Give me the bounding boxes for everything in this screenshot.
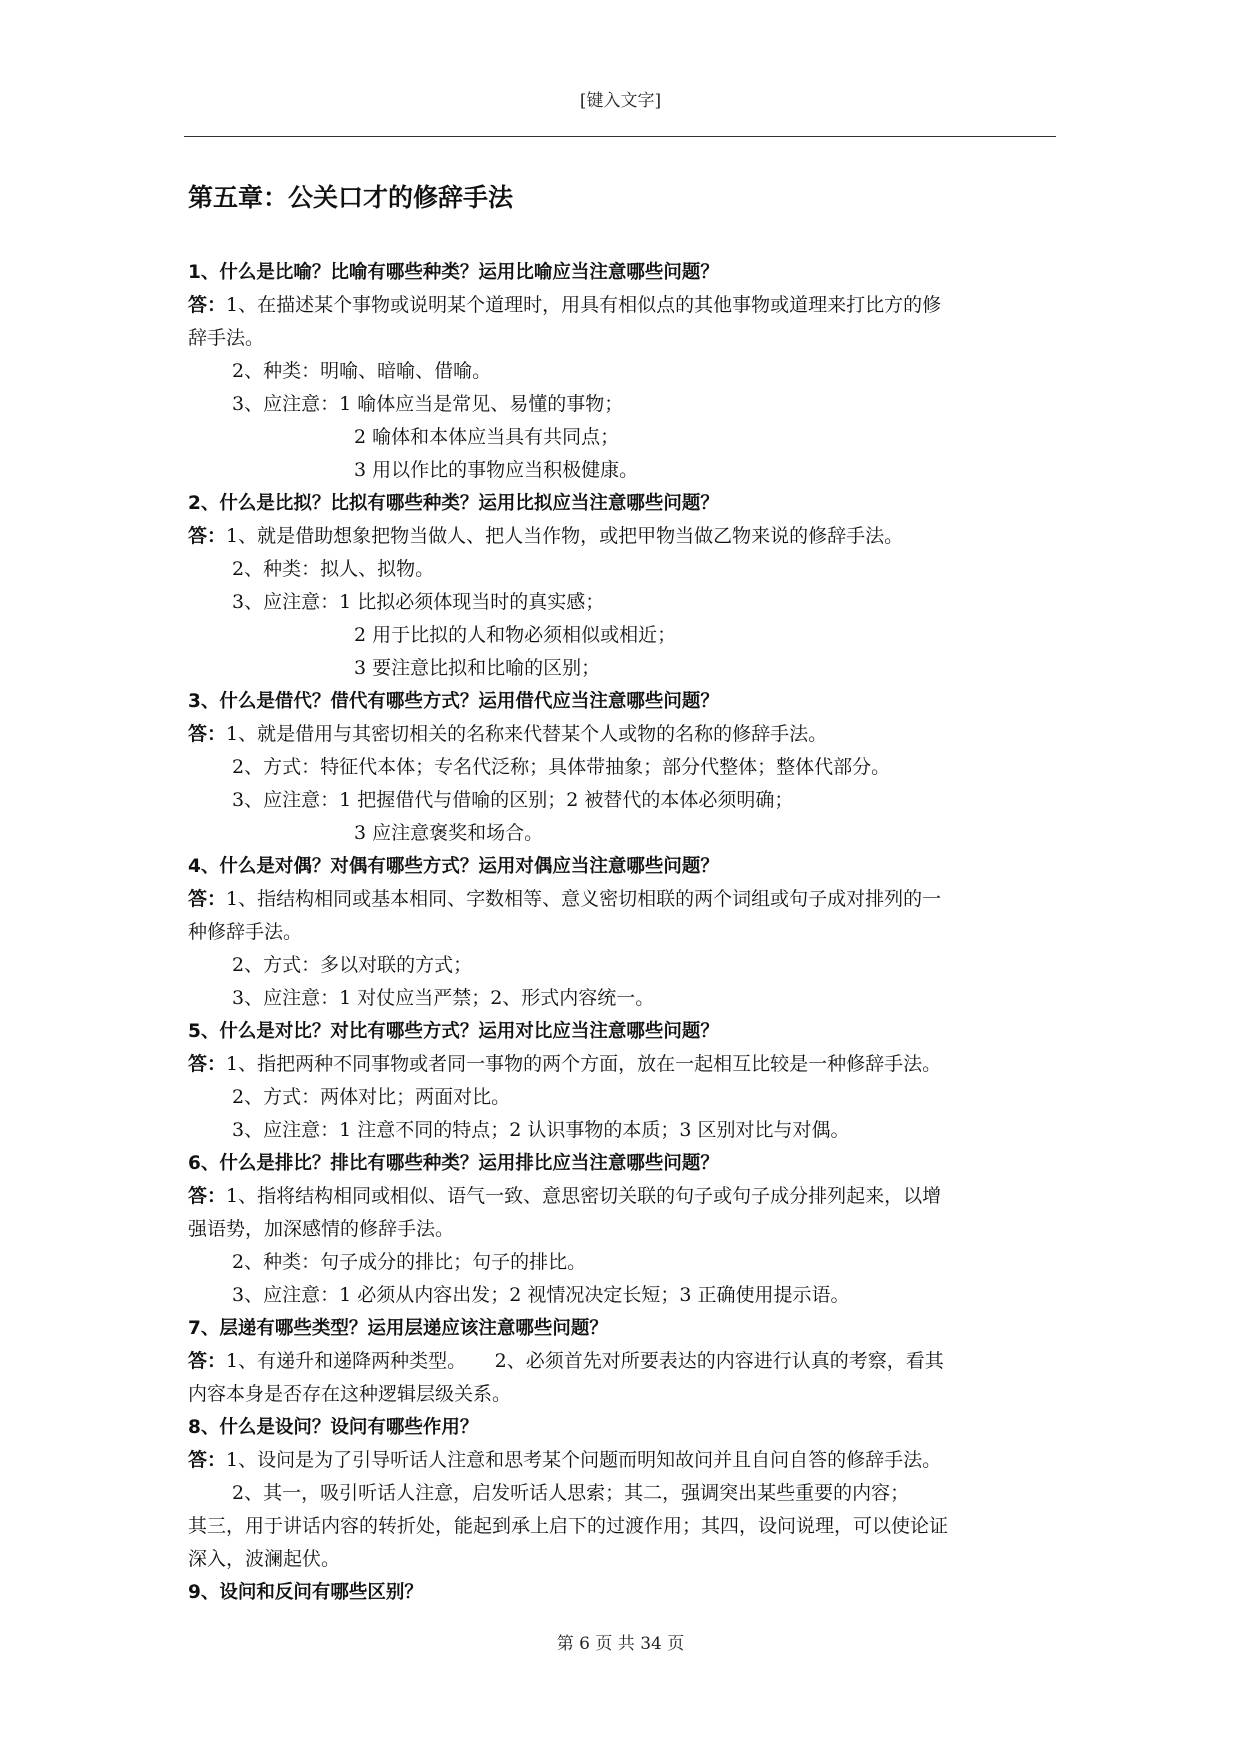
answer-text: 1、指将结构相同或相似、语气一致、意思密切关联的句子或句子成分排列起来，以增 [226, 1185, 942, 1207]
page-header: [键入文字] [579, 91, 662, 111]
answer-continuation: 强语势，加深感情的修辞手法。 [188, 1218, 455, 1240]
answer-label: 答： [188, 723, 227, 745]
answer-point: 2、方式：特征代本体；专名代泛称；具体带抽象；部分代整体；整体代部分。 [232, 756, 891, 778]
question-heading: 8、什么是设问？设问有哪些作用？ [188, 1417, 479, 1438]
answer-point: 2、种类：明喻、暗喻、借喻。 [232, 360, 492, 382]
answer-line [188, 1444, 1058, 1477]
chapter-title: 第五章：公关口才的修辞手法 [188, 183, 514, 212]
question-heading: 3、什么是借代？借代有哪些方式？运用借代应当注意哪些问题？ [188, 691, 719, 712]
answer-subpoint: 3 用以作比的事物应当积极健康。 [354, 459, 639, 481]
answer-label: 答： [188, 1185, 227, 1207]
answer-text: 1、指结构相同或基本相同、字数相等、意义密切相联的两个词组或句子成对排列的一 [226, 888, 942, 910]
answer-line [188, 1048, 1058, 1081]
page-footer: 第 6 页 共 34 页 [556, 1634, 685, 1654]
answer-point: 2、方式：两体对比；两面对比。 [232, 1086, 511, 1108]
answer-label: 答： [188, 1449, 227, 1471]
header-divider [184, 136, 1056, 137]
answer-continuation: 其三，用于讲话内容的转折处，能起到承上启下的过渡作用；其四，设问说理，可以使论证 [188, 1515, 949, 1537]
answer-continuation: 种修辞手法。 [188, 921, 303, 943]
answer-point: 3、应注意：1 对仗应当严禁；2、形式内容统一。 [232, 987, 655, 1009]
answer-point: 2、种类：拟人、拟物。 [232, 558, 435, 580]
answer-text: 1、就是借助想象把物当做人、把人当作物，或把甲物当做乙物来说的修辞手法。 [226, 525, 904, 547]
answer-point: 2、方式：多以对联的方式； [232, 954, 473, 976]
answer-point: 2、种类：句子成分的排比；句子的排比。 [232, 1251, 587, 1273]
qa-list [188, 256, 1058, 1609]
answer-point: 3、应注意：1 必须从内容出发；2 视情况决定长短；3 正确使用提示语。 [232, 1284, 850, 1306]
answer-label: 答： [188, 525, 227, 547]
answer-line [188, 718, 1058, 751]
answer-text: 1、在描述某个事物或说明某个道理时，用具有相似点的其他事物或道理来打比方的修 [226, 294, 942, 316]
question-heading: 6、什么是排比？排比有哪些种类？运用排比应当注意哪些问题？ [188, 1153, 719, 1174]
question-heading: 1、什么是比喻？比喻有哪些种类？运用比喻应当注意哪些问题？ [188, 262, 719, 283]
answer-label: 答： [188, 1350, 227, 1372]
answer-continuation: 内容本身是否存在这种逻辑层级关系。 [188, 1383, 512, 1405]
answer-line [188, 520, 1058, 553]
answer-text: 1、有递升和递降两种类型。 2、必须首先对所要表达的内容进行认真的考察，看其 [226, 1350, 944, 1372]
question-heading: 5、什么是对比？对比有哪些方式？运用对比应当注意哪些问题？ [188, 1021, 719, 1042]
answer-continuation: 辞手法。 [188, 327, 265, 349]
answer-point: 2、其一，吸引听话人注意，启发听话人思索；其二，强调突出某些重要的内容； [232, 1482, 910, 1504]
answer-line [188, 1345, 1058, 1378]
answer-label: 答： [188, 888, 227, 910]
answer-line [188, 289, 1058, 322]
question-heading: 4、什么是对偶？对偶有哪些方式？运用对偶应当注意哪些问题？ [188, 856, 719, 877]
answer-line [188, 883, 1058, 916]
document-body [188, 180, 1058, 1609]
answer-subpoint: 2 喻体和本体应当具有共同点； [354, 426, 620, 448]
answer-point: 3、应注意：1 喻体应当是常见、易懂的事物； [232, 393, 624, 415]
answer-subpoint: 3 要注意比拟和比喻的区别； [354, 657, 601, 679]
answer-point: 3、应注意：1 注意不同的特点；2 认识事物的本质；3 区别对比与对偶。 [232, 1119, 850, 1141]
question-heading: 7、层递有哪些类型？运用层递应该注意哪些问题？ [188, 1318, 608, 1339]
answer-point: 3、应注意：1 把握借代与借喻的区别；2 被替代的本体必须明确； [232, 789, 794, 811]
answer-text: 1、设问是为了引导听话人注意和思考某个问题而明知故问并且自问自答的修辞手法。 [226, 1449, 942, 1471]
answer-label: 答： [188, 1053, 227, 1075]
answer-text: 1、就是借用与其密切相关的名称来代替某个人或物的名称的修辞手法。 [226, 723, 828, 745]
question-heading: 2、什么是比拟？比拟有哪些种类？运用比拟应当注意哪些问题？ [188, 493, 719, 514]
answer-label: 答： [188, 294, 227, 316]
answer-text: 1、指把两种不同事物或者同一事物的两个方面，放在一起相互比较是一种修辞手法。 [226, 1053, 942, 1075]
answer-point: 3、应注意：1 比拟必须体现当时的真实感； [232, 591, 605, 613]
answer-line [188, 1180, 1058, 1213]
answer-subpoint: 2 用于比拟的人和物必须相似或相近； [354, 624, 677, 646]
answer-continuation: 深入，波澜起伏。 [188, 1548, 341, 1570]
question-heading: 9、设问和反问有哪些区别？ [188, 1582, 423, 1603]
answer-subpoint: 3 应注意褒奖和场合。 [354, 822, 544, 844]
